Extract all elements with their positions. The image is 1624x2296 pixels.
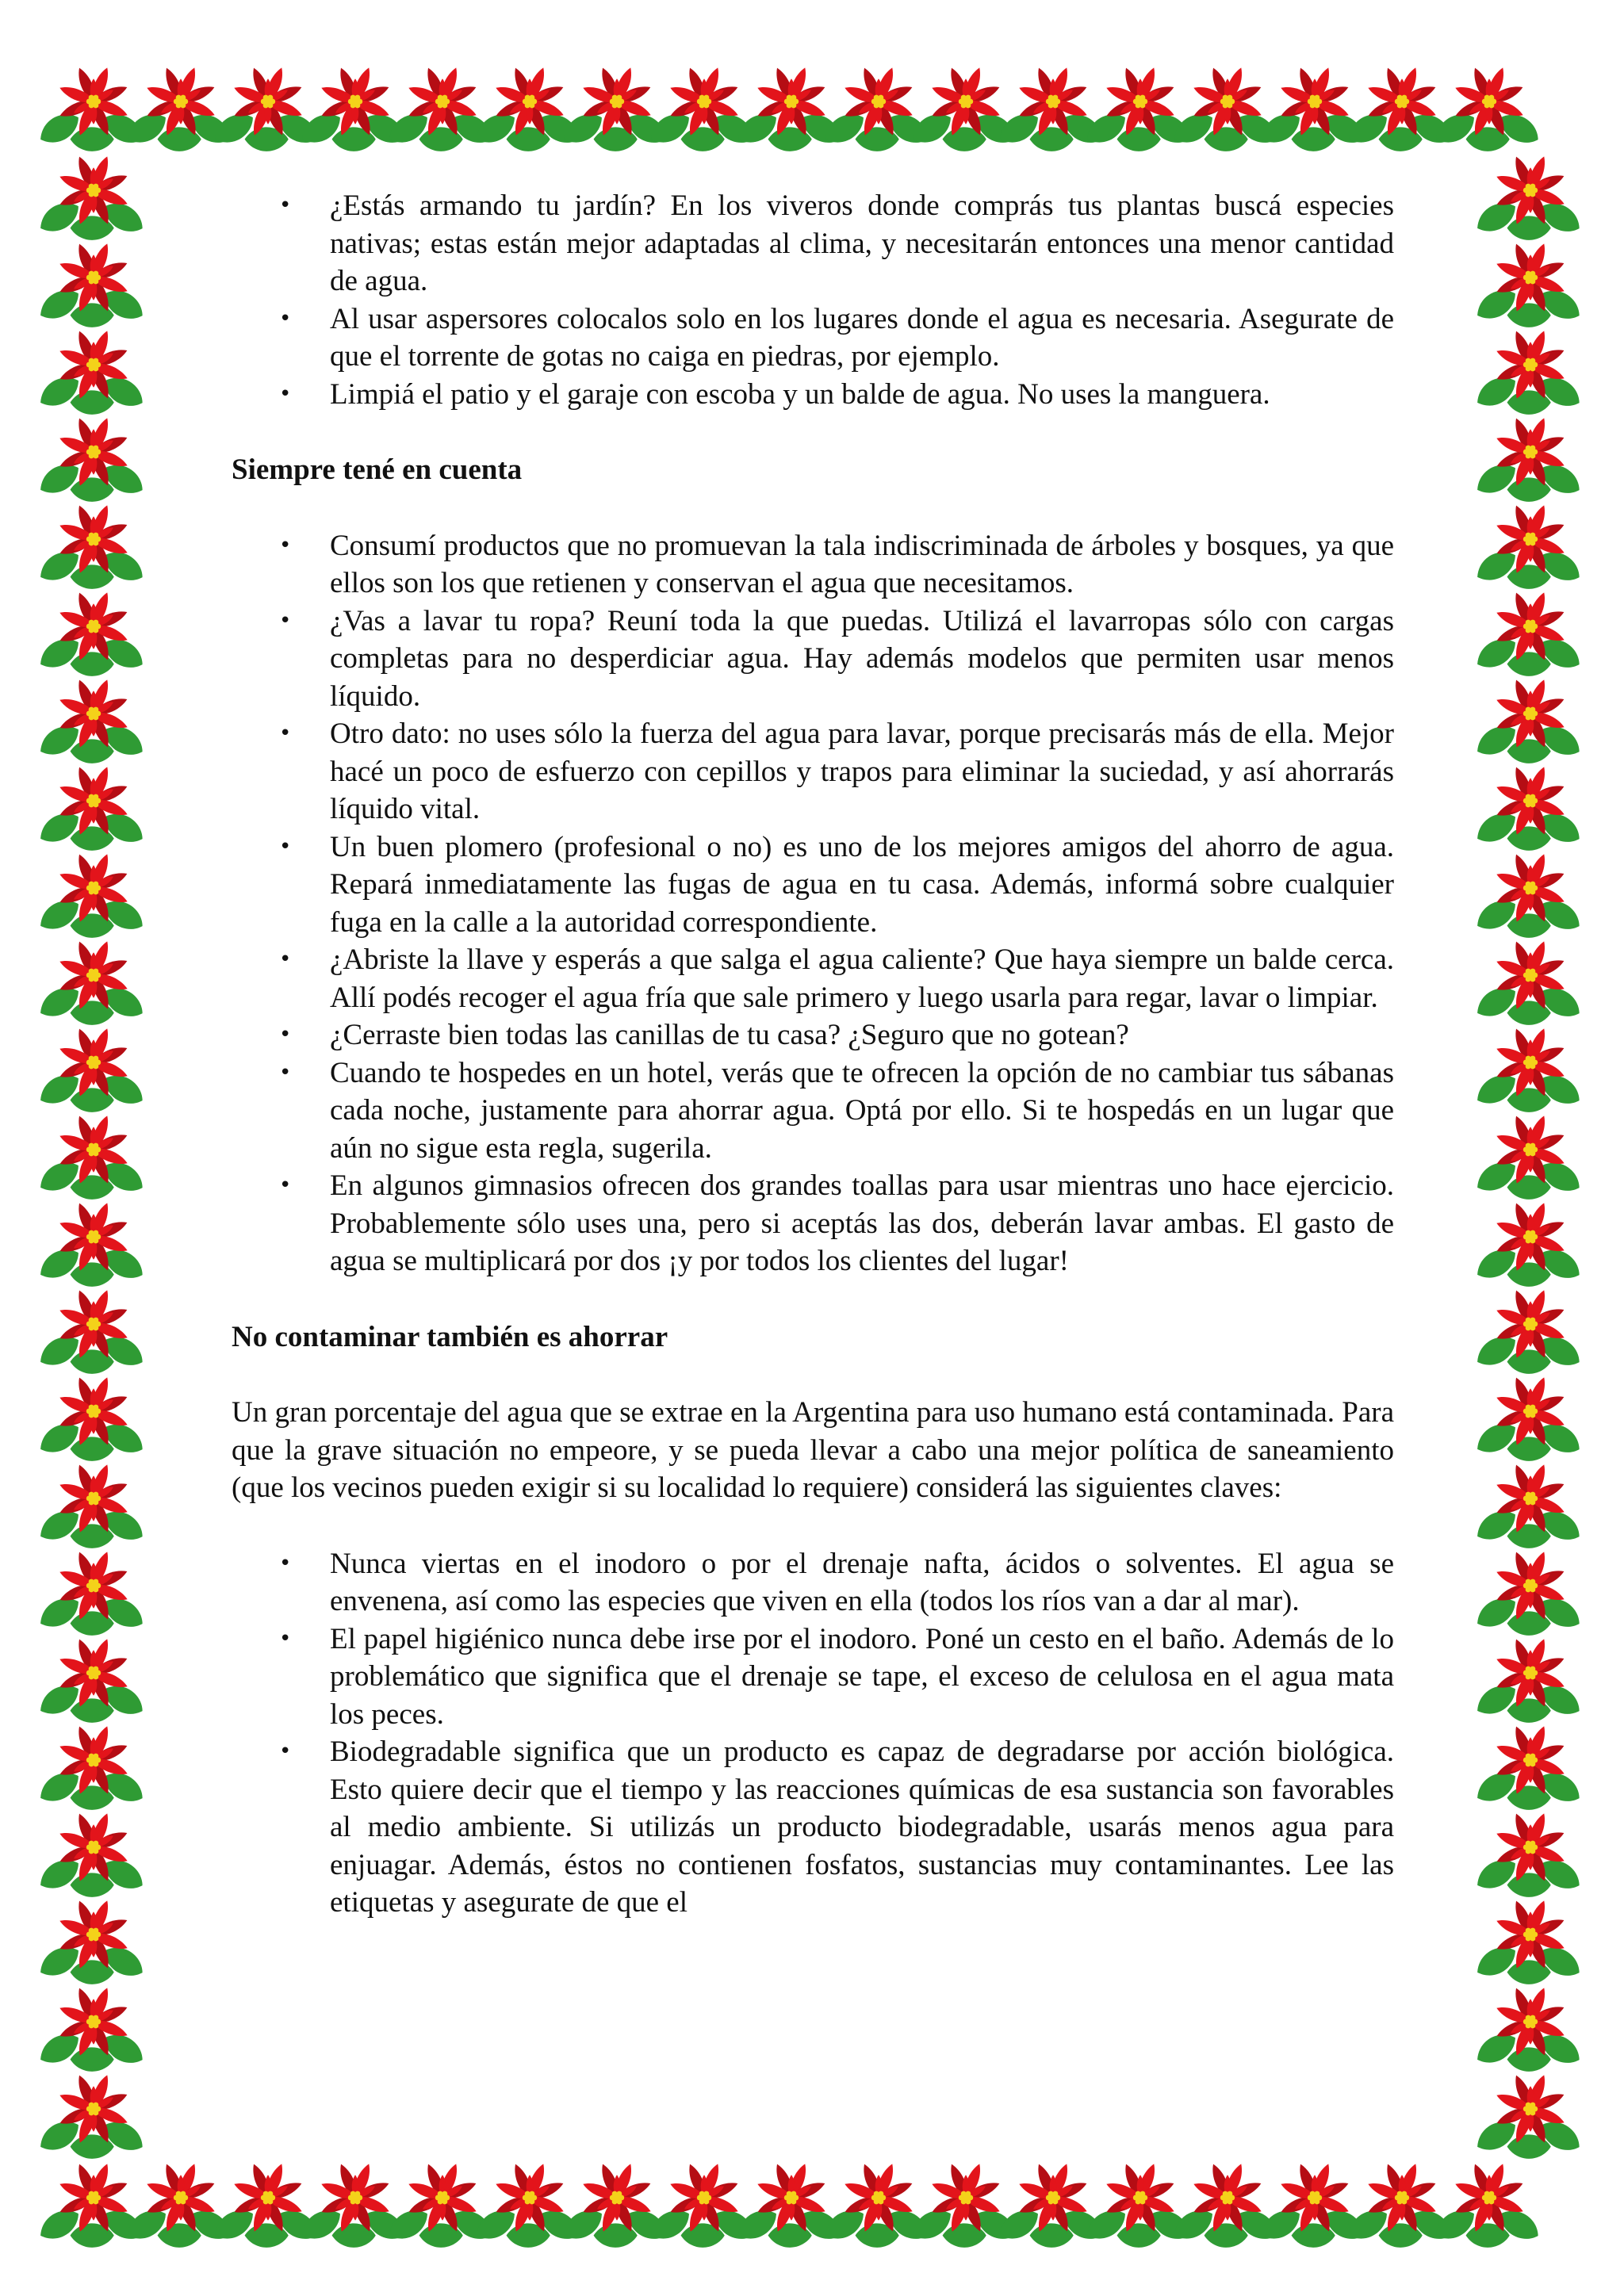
document-body bbox=[232, 187, 1394, 1922]
list-item: • ¿Abriste la llave y esperás a que salga el agua caliente? Que haya siempre un balde cerca. Allí podés recoger el agua fría que sale primero y luego usarla para regar, lavar o limpiar. bbox=[232, 941, 1394, 1016]
list-item: • Limpiá el patio y el garaje con escoba y un balde de agua. No uses la manguera. bbox=[232, 376, 1394, 414]
poinsettia-flower-icon bbox=[1471, 765, 1585, 851]
poinsettia-flower-icon bbox=[34, 1986, 148, 2072]
list-item: • Cuando te hospedes en un hotel, verás que te ofrecen la opción de no cambiar tus sábanas cada noche, justamente para ahorrar agua. Optá por ello. Si te hospedás en un lugar que aún no sigue esta regla, sugerila. bbox=[232, 1054, 1394, 1168]
poinsettia-flower-icon bbox=[34, 591, 148, 676]
poinsettia-flower-icon bbox=[34, 503, 148, 589]
poinsettia-flower-icon bbox=[1471, 1463, 1585, 1548]
poinsettia-flower-icon bbox=[1471, 678, 1585, 763]
poinsettia-flower-icon bbox=[1471, 1986, 1585, 2072]
poinsettia-flower-icon bbox=[34, 329, 148, 415]
poinsettia-flower-icon bbox=[34, 1637, 148, 1723]
poinsettia-flower-icon bbox=[34, 416, 148, 502]
list-item: • ¿Estás armando tu jardín? En los viveros donde comprás tus plantas buscá especies nativas; estas están mejor adaptadas al clima, y necesitarán entonces una menor cantidad de agua. bbox=[232, 187, 1394, 300]
poinsettia-flower-icon bbox=[34, 1899, 148, 1984]
tips-list-garden bbox=[232, 187, 1394, 413]
poinsettia-flower-icon bbox=[1471, 1899, 1585, 1984]
poinsettia-flower-icon bbox=[1471, 1201, 1585, 1287]
poinsettia-flower-icon bbox=[1471, 852, 1585, 938]
poinsettia-flower-icon bbox=[1471, 1288, 1585, 1374]
intro-paragraph: Un gran porcentaje del agua que se extrae en la Argentina para uso humano está contaminada. Para que la grave situación no empeore, y se pueda llevar a cabo una mejor política de saneamiento (que los vecinos pueden exigir si su localidad lo requiere) considerá las siguientes claves: bbox=[232, 1396, 1394, 1504]
poinsettia-flower-icon bbox=[1471, 503, 1585, 589]
poinsettia-flower-icon bbox=[34, 1201, 148, 1287]
list-item: • Nunca viertas en el inodoro o por el drenaje nafta, ácidos o solventes. El agua se envenena, así como las especies que viven en ella (todos los ríos van a dar al mar). bbox=[232, 1545, 1394, 1621]
poinsettia-flower-icon bbox=[1471, 939, 1585, 1025]
list-item: • Un buen plomero (profesional o no) es uno de los mejores amigos del ahorro de agua. Repará inmediatamente las fugas de agua en tu casa. Además, informá sobre cualquier fuga en la calle a la autoridad correspondiente. bbox=[232, 828, 1394, 942]
poinsettia-flower-icon bbox=[34, 939, 148, 1025]
poinsettia-flower-icon bbox=[1471, 1114, 1585, 1200]
list-item: • ¿Vas a lavar tu ropa? Reuní toda la que puedas. Utilizá el lavarropas sólo con cargas completas para no desperdiciar agua. Hay además modelos que permiten usar menos líquido. bbox=[232, 603, 1394, 716]
poinsettia-flower-icon bbox=[1471, 1812, 1585, 1897]
poinsettia-flower-icon bbox=[34, 242, 148, 327]
poinsettia-flower-icon bbox=[34, 1288, 148, 1374]
poinsettia-flower-icon bbox=[1471, 591, 1585, 676]
poinsettia-flower-icon bbox=[1471, 1550, 1585, 1636]
poinsettia-flower-icon bbox=[1471, 1376, 1585, 1461]
poinsettia-flower-icon bbox=[34, 1550, 148, 1636]
poinsettia-flower-icon bbox=[1430, 2162, 1544, 2248]
poinsettia-flower-icon bbox=[34, 2073, 148, 2159]
poinsettia-flower-icon bbox=[1471, 416, 1585, 502]
tips-list-contaminar bbox=[232, 1545, 1394, 1922]
tips-list-siempre bbox=[232, 527, 1394, 1280]
poinsettia-flower-icon bbox=[34, 678, 148, 763]
poinsettia-flower-icon bbox=[34, 1812, 148, 1897]
list-item: • Consumí productos que no promuevan la tala indiscriminada de árboles y bosques, ya que ellos son los que retienen y conservan el agua que necesitamos. bbox=[232, 527, 1394, 603]
poinsettia-flower-icon bbox=[34, 155, 148, 240]
poinsettia-flower-icon bbox=[1471, 1724, 1585, 1810]
poinsettia-flower-icon bbox=[1471, 242, 1585, 327]
list-item: • Al usar aspersores colocalos solo en los lugares donde el agua es necesaria. Asegurate de que el torrente de gotas no caiga en piedras, por ejemplo. bbox=[232, 300, 1394, 376]
poinsettia-flower-icon bbox=[1471, 1027, 1585, 1112]
list-item: • Biodegradable significa que un producto es capaz de degradarse por acción biológica. Esto quiere decir que el tiempo y las reacciones químicas de esa sustancia son favorables al medio ambiente. Si utilizás un producto biodegradable, usarás menos agua para enjuagar. Además, éstos no contienen fosfatos, sustancias muy contaminantes. Lee las etiquetas y asegurate de que el bbox=[232, 1733, 1394, 1922]
poinsettia-flower-icon bbox=[1471, 155, 1585, 240]
section-heading-siempre: Siempre tené en cuenta bbox=[232, 453, 523, 486]
poinsettia-flower-icon bbox=[34, 1114, 148, 1200]
list-item: • Otro dato: no uses sólo la fuerza del agua para lavar, porque precisarás más de ella. Mejor hacé un poco de esfuerzo con cepillos y trapos para eliminar la suciedad, y así ahorrarás líquido vital. bbox=[232, 715, 1394, 828]
poinsettia-flower-icon bbox=[34, 1376, 148, 1461]
poinsettia-flower-icon bbox=[34, 1463, 148, 1548]
list-item: • El papel higiénico nunca debe irse por el inodoro. Poné un cesto en el baño. Además de lo problemático que significa que el drenaje se tape, el exceso de celulosa en el agua mata los peces. bbox=[232, 1621, 1394, 1734]
poinsettia-flower-icon bbox=[1471, 1637, 1585, 1723]
poinsettia-flower-icon bbox=[1430, 66, 1544, 151]
poinsettia-flower-icon bbox=[34, 1027, 148, 1112]
section-heading-no-contaminar: No contaminar también es ahorrar bbox=[232, 1320, 668, 1353]
poinsettia-flower-icon bbox=[34, 765, 148, 851]
list-item: • ¿Cerraste bien todas las canillas de tu casa? ¿Seguro que no gotean? bbox=[232, 1016, 1394, 1054]
poinsettia-flower-icon bbox=[1471, 329, 1585, 415]
poinsettia-flower-icon bbox=[1471, 2073, 1585, 2159]
poinsettia-flower-icon bbox=[34, 852, 148, 938]
list-item: • En algunos gimnasios ofrecen dos grandes toallas para usar mientras uno hace ejercicio. Probablemente sólo uses una, pero si aceptás las dos, deberán lavar ambas. El gasto de agua se multiplicará por dos ¡y por todos los clientes del lugar! bbox=[232, 1167, 1394, 1280]
poinsettia-flower-icon bbox=[34, 1724, 148, 1810]
